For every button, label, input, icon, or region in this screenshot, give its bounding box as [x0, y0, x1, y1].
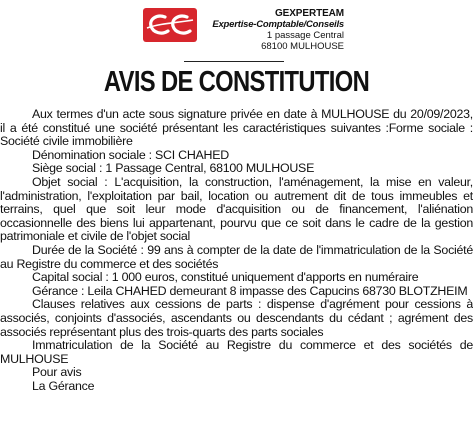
agency-name: GEXPERTEAM: [274, 8, 344, 19]
paragraph-signature: La Gérance: [32, 378, 95, 393]
agency-address-line1: 1 passage Central: [266, 30, 344, 41]
paragraph-siege: Siège social : 1 Passage Central, 68100 MULHOUSE: [32, 161, 315, 176]
paragraph-objet: Objet social : L'acquisition, la construction, l'aménagement, la mise en valeur, l'administration, l'exploitation par bail, location ou autrement dit de tous immeubles et terrains, quel que soit leur mode d'acquisition ou de financement, l'aliénation occasionnelle des biens lui appartenant, pourvu que ce soit dans le cadre de la gestion patrimoniale et civile de l'objet social: [0, 174, 473, 244]
agency-header: [0, 6, 473, 58]
notice-title: AVIS DE CONSTITUTION: [103, 66, 370, 98]
agency-tagline: Expertise-Comptable/Conseils: [212, 19, 344, 30]
paragraph-duree: Durée de la Société : 99 ans à compter de la date de l'immatriculation de la Société au Registre du commerce et des sociétés: [0, 242, 473, 271]
gexperteam-logo-icon: [143, 8, 197, 42]
title-divider: [184, 61, 284, 62]
paragraph-intro: Aux termes d'un acte sous signature privée en date à MULHOUSE du 20/09/2023, il a été constitué une société présentant les caractéristiques suivantes :Forme sociale : Société civile immobilière: [0, 107, 473, 149]
paragraph-capital: Capital social : 1 000 euros, constitué uniquement d'apports en numéraire: [32, 270, 419, 285]
paragraph-immatriculation: Immatriculation de la Société au Registre du commerce et des sociétés de MULHOUSE: [0, 338, 473, 366]
agency-address-line2: 68100 MULHOUSE: [261, 41, 344, 52]
paragraph-gerance: Gérance : Leila CHAHED demeurant 8 impasse des Capucins 68730 BLOTZHEIM: [32, 283, 468, 298]
notice-body: [0, 108, 473, 393]
paragraph-pour-avis: Pour avis: [32, 365, 82, 380]
paragraph-clauses: Clauses relatives aux cessions de parts : dispense d'agrément pour cessions à associés, conjoints d'associés, ascendants ou descendants du cédant ; agrément des associés représentant plus des trois-quarts des parts sociales: [0, 297, 473, 339]
agency-block: [204, 8, 344, 52]
paragraph-denomination: Dénomination sociale : SCI CHAHED: [32, 147, 229, 162]
